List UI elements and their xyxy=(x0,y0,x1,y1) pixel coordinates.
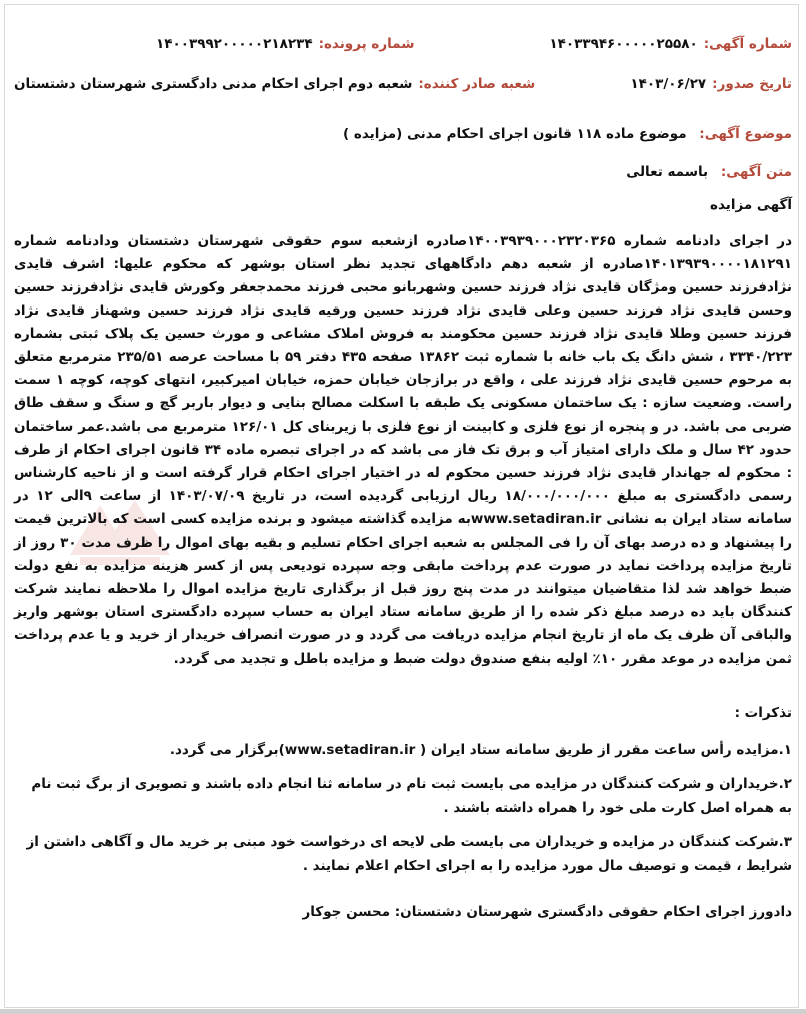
ad-number xyxy=(549,34,792,54)
subject-value: موضوع ماده ۱۱۸ قانون اجرای احکام مدنی (مزایده ) xyxy=(343,126,687,142)
header-row-2 xyxy=(14,74,792,94)
note-item-1: ۱.مزایده رأس ساعت مقرر از طریق سامانه ستاد ایران ( www.setadiran.ir)برگزار می گردد. xyxy=(169,742,792,758)
issuer-label: شعبه صادر کننده: xyxy=(418,76,536,92)
text-heading-value: باسمه تعالی xyxy=(626,164,709,180)
subject-label: موضوع آگهی: xyxy=(699,126,792,142)
ad-number-value: ۱۴۰۳۳۹۴۶۰۰۰۰۰۲۵۵۸۰ xyxy=(549,36,698,52)
text-heading-label: متن آگهی: xyxy=(720,164,792,180)
issuer-value: شعبه دوم اجرای احکام مدنی دادگستری شهرستان دشتستان xyxy=(14,76,413,92)
case-number xyxy=(156,34,415,54)
issue-date-value: ۱۴۰۳/۰۶/۲۷ xyxy=(630,76,707,92)
issue-date xyxy=(630,74,792,94)
text-heading xyxy=(14,162,792,182)
note-item-2: ۲.خریداران و شرکت کنندگان در مزایده می بایست ثبت نام در سامانه ثنا انجام داده باشند و تصویری از برگ ثبت نام به همراه اصل کارت ملی خود را همراه داشته باشند . xyxy=(31,776,792,816)
case-number-label: شماره پرونده: xyxy=(318,36,415,52)
signature-line: دادورز اجرای احکام حقوقی دادگستری شهرستان دشتستان: محسن جوکار xyxy=(302,904,792,920)
notice-title: آگهی مزایده xyxy=(710,197,792,213)
notice-body xyxy=(14,230,792,671)
issue-date-label: تاریخ صدور: xyxy=(712,76,792,92)
body-paragraph: در اجرای دادنامه شماره ۱۴۰۰۳۹۳۹۰۰۰۲۳۲۰۳۶۵صادره ازشعبه سوم حقوقی شهرستان دشتستان ودادنامه شماره ۱۴۰۱۳۹۳۹۰۰۰۰۱۸۱۲۹۱صادره از شعبه دهم دادگاههای تجدید نظر استان بوشهر که محکوم علیها: اشرف قایدی نژادفرزند حسین ومژگان قایدی نژاد فرزند حسین وشهربانو محبی فرزند محمدجعفر وکورش قایدی نژادفرزند حسین وحسن قایدی نژاد فرزند حسین وعلی قایدی نژاد فرزند حسین ورقیه قایدی نژاد فرزند حسین وشهناز قایدی نژاد فرزند حسین وطلا قایدی نژاد فرزند حسین محکومند به فروش املاک مشاعی و مورث حسین یک پلاک ثبتی بشماره ۳۳۴۰/۲۲۳ ، شش دانگ یک باب خانه با شماره ثبت ۱۳۸۶۲ صفحه ۴۳۵ دفتر ۵۹ با مساحت عرصه ۲۳۵/۵۱ مترمربع متعلق به مرحوم حسین قایدی نژاد فرزند علی ، واقع در برازجان خیابان حمزه، خیابان امیرکبیر، انتهای کوچه، کوچه ۱ سمت راست. وضعیت سازه : یک ساختمان مسکونی یک طبقه با اسکلت مصالح بنایی و دیوار باربر گچ و سنگ و سقف طاق ضربی می باشد. در و پنجره از نوع فلزی و کابینت از نوع فلزی با زیربنای کل ۱۲۶/۰۱ مترمربع می باشد.عمر ساختمان حدود ۴۲ سال و ملک دارای امتیاز آب و برق تک فاز می باشد که در اجرای تبصره ماده ۳۴ قانون اجرای احکام از طرف : محکوم له جهاندار قایدی نژاد فرزند حسین محکوم له در اختیار اجرای احکام قرار گرفته است و از ناحیه کارشناس رسمی دادگستری به مبلغ ۱۸/۰۰۰/۰۰۰/۰۰۰ ریال ارزیابی گردیده است، در تاریخ ۱۴۰۳/۰۷/۰۹ از ساعت ۹الی ۱۲ در سامانه ستاد ایران به نشانی www.setadiran.irبه مزایده گذاشته میشود و برنده مزایده کسی است که بالاترین قیمت را پیشنهاد و ده درصد بهای آن را فی المجلس به شعبه اجرای احکام تسلیم و بقیه بهای اموال را ظرف مدت ۳۰ روز از تاریخ مزایده پرداخت نماید در صورت عدم پرداخت مابقی وجه سپرده تودیعی پس از کسر هزینه مزایده به نفع دولت ضبط خواهد شد لذا متقاضیان میتوانند در مدت پنج روز قبل از برگذاری تاریخ مزایده اموال را ملاحظه نمایند شرکت کنندگان باید ده درصد مبلغ ذکر شده را از طریق سامانه ستاد ایران به حساب سپرده دادگستری استان بوشهر واریز والباقی آن ظرف یک ماه از تاریخ انجام مزایده دریافت می گردد و در صورت انصراف خریدار از خرید و یا عدم پرداخت ثمن مزایده در موعد مقرر ۱۰٪ اولیه بنفع صندوق دولت ضبط و مزایده باطل و تجدید می گردد. xyxy=(14,233,793,667)
case-number-value: ۱۴۰۰۳۹۹۲۰۰۰۰۰۲۱۸۲۳۴ xyxy=(156,36,313,52)
subject xyxy=(14,124,792,144)
header-row-1 xyxy=(14,34,792,54)
ad-number-label: شماره آگهی: xyxy=(703,36,792,52)
notes-title: تذکرات : xyxy=(734,705,792,721)
issuer xyxy=(14,74,535,94)
note-item-3: ۳.شرکت کنندگان در مزایده و خریداران می بایست طی لایحه ای درخواست خود مبنی بر خرید مال و آگاهی داشتن از شرایط ، قیمت و توصیف مال مورد مزایده را به اجرای احکام اعلام نمایند . xyxy=(26,834,792,874)
bottom-divider xyxy=(0,1009,806,1014)
